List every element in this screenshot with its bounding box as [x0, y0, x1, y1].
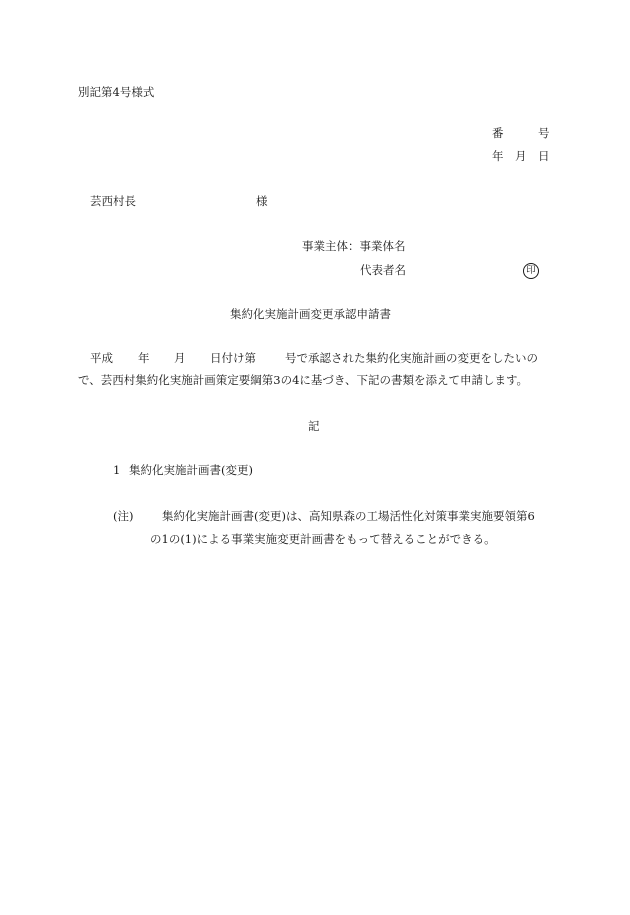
item-label: 集約化実施計画書(変更)	[129, 463, 253, 477]
body-dated-no: 日付け第	[210, 351, 256, 365]
body-era: 平成	[90, 351, 113, 365]
body-line1-rest: 号で承認された集約化実施計画の変更をしたいの	[285, 351, 538, 365]
seal-mark: 印	[523, 263, 539, 279]
body-month: 月	[174, 351, 186, 365]
addressee-honorific: 様	[256, 194, 268, 208]
note-line2: の1の(1)による事業実施変更計画書をもって替えることができる。	[150, 532, 496, 546]
note-line1: 集約化実施計画書(変更)は、高知県森の工場活性化対策事業実施要領第6	[162, 509, 535, 523]
note-marker: (注)	[113, 509, 134, 523]
body-line2: で、芸西村集約化実施計画策定要綱第3の4に基づき、下記の書類を添えて申請します。	[78, 373, 529, 387]
number-suffix: 号	[538, 126, 550, 140]
addressee-name: 芸西村長	[90, 194, 136, 208]
date-year-label: 年	[492, 149, 504, 163]
date-month-label: 月	[515, 149, 527, 163]
ki-heading: 記	[308, 419, 320, 433]
applicant-entity-label: 事業主体：事業体名	[302, 239, 406, 253]
date-day-label: 日	[538, 149, 550, 163]
number-label: 番	[492, 126, 504, 140]
representative-label: 代表者名	[360, 263, 406, 277]
form-label: 別記第4号様式	[78, 85, 155, 99]
item-number: 1	[113, 463, 121, 477]
body-year: 年	[138, 351, 150, 365]
document-title: 集約化実施計画変更承認申請書	[230, 307, 391, 321]
